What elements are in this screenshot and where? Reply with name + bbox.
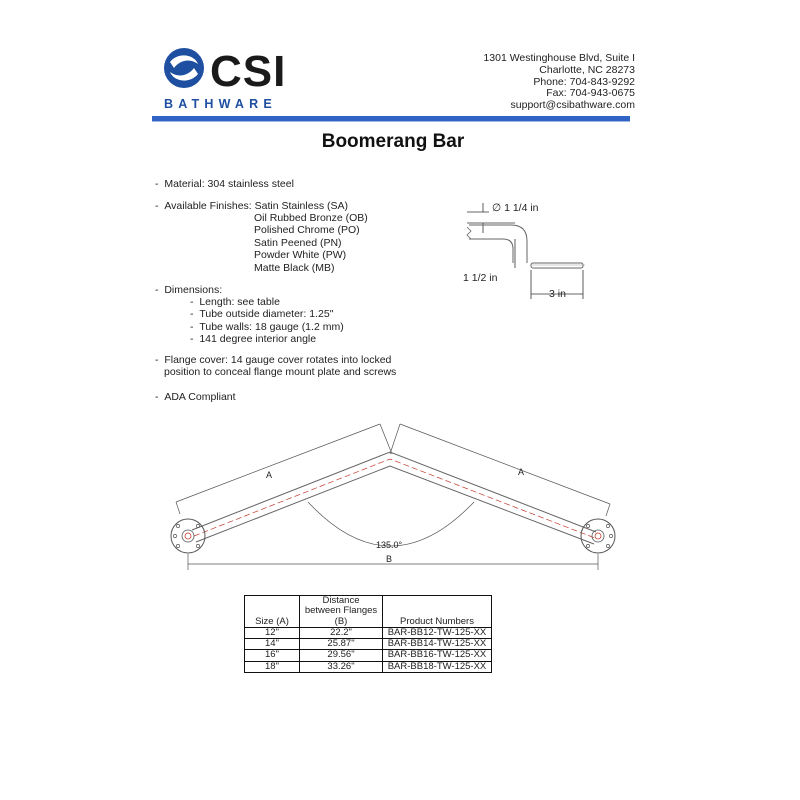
dim-a-left-label: A — [266, 470, 273, 480]
material-text: Material: 304 stainless steel — [164, 178, 294, 190]
spec-ada — [155, 391, 236, 403]
bullet-dash: - — [155, 284, 159, 296]
header-product-numbers: Product Numbers — [383, 596, 492, 628]
flange-line2: position to conceal flange mount plate and screws — [164, 366, 397, 379]
header-size: Size (A) — [245, 596, 300, 628]
cell-product-number: BAR-BB14-TW-125-XX — [383, 639, 492, 650]
contact-fax: Fax: 704-943-0675 — [546, 87, 635, 100]
break-line — [467, 227, 471, 239]
spec-finishes — [155, 200, 348, 212]
spec-flange — [155, 354, 396, 379]
cell-size: 14" — [245, 639, 300, 650]
cell-size: 12" — [245, 627, 300, 638]
flange-plate — [531, 263, 583, 268]
contact-city: Charlotte, NC 28273 — [539, 63, 635, 76]
dim-a-left-line — [176, 424, 380, 502]
dim-a-right-label: A — [518, 467, 525, 477]
contact-phone: Phone: 704-843-9292 — [533, 75, 635, 88]
bullet-dash: - — [155, 178, 159, 190]
height-label: 1 1/2 in — [463, 272, 498, 284]
header-divider-shadow — [152, 121, 630, 122]
tube-inner — [469, 239, 513, 263]
spec-material — [155, 178, 294, 190]
finish-item: Satin Peened (PN) — [254, 236, 342, 249]
right-flange — [581, 519, 615, 553]
cell-product-number: BAR-BB16-TW-125-XX — [383, 650, 492, 661]
ada-text: ADA Compliant — [164, 391, 236, 403]
bullet-dash: - — [155, 391, 159, 403]
flange-line1: Flange cover: 14 gauge cover rotates into locked — [164, 354, 392, 366]
contact-block — [483, 53, 635, 112]
dimension-item: - Tube outside diameter: 1.25" — [190, 308, 334, 321]
brand-name: CSI — [210, 47, 287, 96]
cell-product-number: BAR-BB18-TW-125-XX — [383, 661, 492, 672]
cell-distance: 22.2" — [300, 627, 383, 638]
left-flange — [171, 519, 205, 553]
cell-product-number: BAR-BB12-TW-125-XX — [383, 627, 492, 638]
table-row — [245, 650, 492, 661]
dimension-item: - Tube walls: 18 gauge (1.2 mm) — [190, 320, 344, 333]
page-title: Boomerang Bar — [321, 131, 465, 152]
table-row — [245, 639, 492, 650]
dimensions-label: Dimensions: — [164, 284, 223, 296]
brand-subtitle: BATHWARE — [164, 97, 277, 111]
cell-size: 18" — [245, 661, 300, 672]
dim-a-right-line — [400, 424, 610, 504]
bullet-dash: - — [155, 354, 159, 366]
tube-centerline — [194, 459, 595, 538]
cell-distance: 33.26" — [300, 661, 383, 672]
angle-label: 135.0° — [376, 540, 403, 550]
contact-email[interactable]: support@csibathware.com — [510, 99, 635, 112]
table-header-row — [245, 596, 492, 628]
finish-item: Matte Black (MB) — [254, 261, 335, 274]
spec-dimensions — [155, 284, 222, 296]
table-row — [245, 661, 492, 672]
diameter-label: ∅ 1 1/4 in — [492, 202, 539, 214]
header-distance: Distance between Flanges (B) — [300, 596, 383, 628]
table-row — [245, 627, 492, 638]
side-profile-diagram — [455, 195, 615, 310]
bullet-dash: - — [155, 200, 159, 212]
finish-item: Oil Rubbed Bronze (OB) — [254, 212, 368, 224]
dimension-item: - Length: see table — [190, 296, 280, 308]
width-label: 3 in — [549, 288, 566, 300]
tube-outer — [469, 225, 527, 263]
size-table — [244, 595, 492, 673]
contact-street: 1301 Westinghouse Blvd, Suite I — [483, 52, 635, 64]
finishes-label: Available Finishes: Satin Stainless (SA) — [164, 200, 348, 212]
finish-list — [254, 212, 368, 274]
dimension-item: - 141 degree interior angle — [190, 333, 317, 346]
boomerang-bar-diagram — [158, 418, 628, 578]
cell-distance: 25.87" — [300, 639, 383, 650]
finish-item: Powder White (PW) — [254, 249, 347, 262]
dimension-list — [190, 296, 344, 346]
cell-distance: 29.56" — [300, 650, 383, 661]
dim-b-label: B — [386, 554, 393, 564]
finish-item: Polished Chrome (PO) — [254, 224, 360, 237]
cell-size: 16" — [245, 650, 300, 661]
